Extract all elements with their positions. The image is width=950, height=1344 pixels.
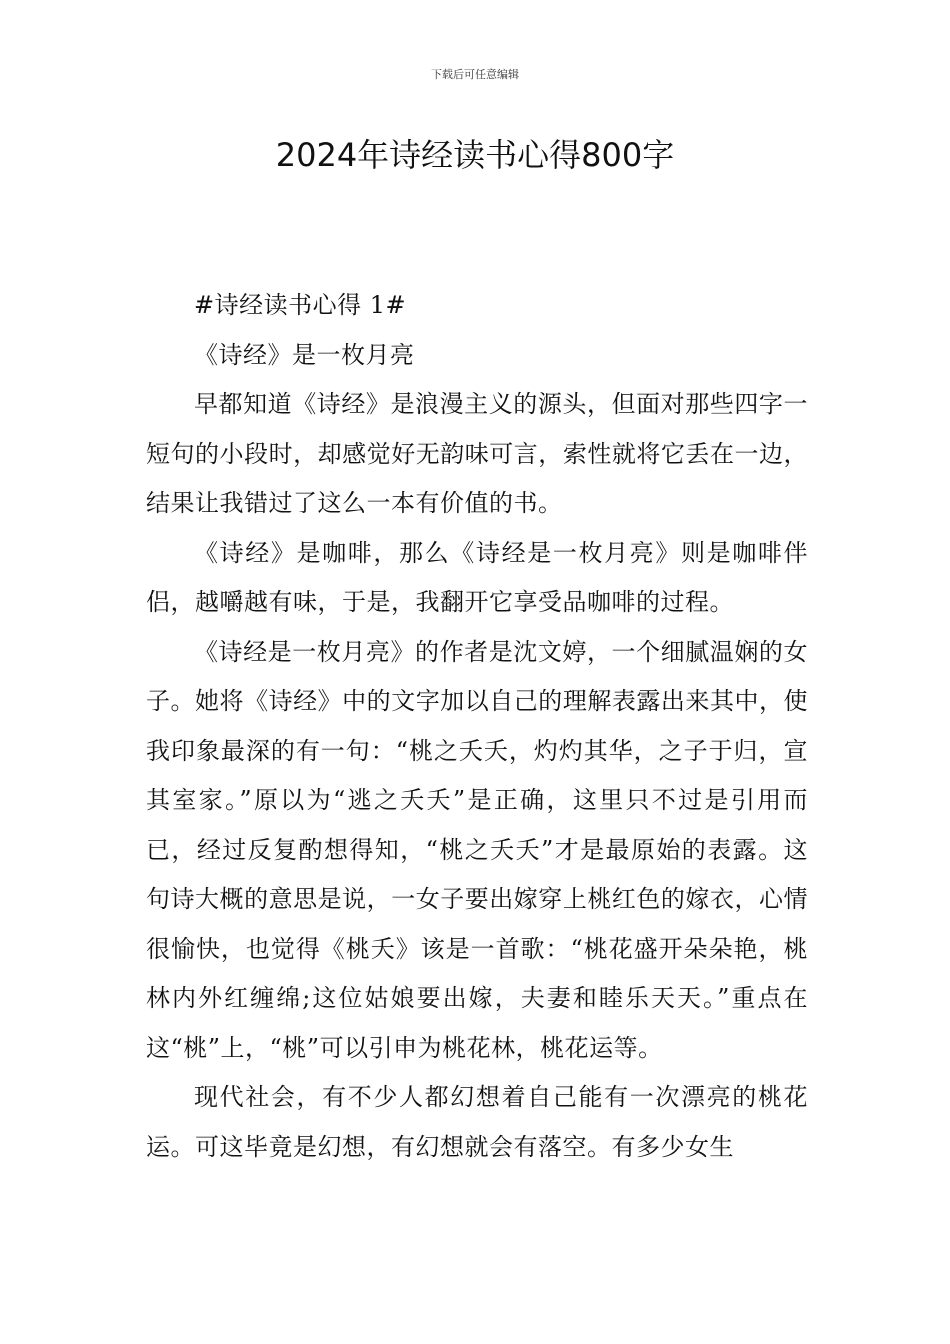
- section-heading: #诗经读书心得 1#: [194, 291, 407, 319]
- body-paragraph: 现代社会，有不少人都幻想着自己能有一次漂亮的桃花运。可这毕竟是幻想，有幻想就会有落空。有多少女生: [146, 1083, 808, 1161]
- header-note: 下载后可任意编辑: [431, 68, 519, 81]
- document-body: [146, 281, 808, 1172]
- body-paragraph: 《诗经是一枚月亮》的作者是沈文婷，一个细腻温娴的女子。她将《诗经》中的文字加以自己的理解表露出来其中，使我印象最深的有一句：“桃之夭夭，灼灼其华，之子于归，宣其室家。”原以为“逃之夭夭”是正确，这里只不过是引用而已，经过反复酌想得知，“桃之夭夭”才是最原始的表露。这句诗大概的意思是说，一女子要出嫁穿上桃红色的嫁衣，心情很愉快，也觉得《桃夭》该是一首歌：“桃花盛开朵朵艳，桃林内外红缠绵;这位姑娘要出嫁，夫妻和睦乐天天。”重点在这“桃”上，“桃”可以引申为桃花林，桃花运等。: [146, 637, 808, 1062]
- document-title: 2024年诗经读书心得800字: [275, 136, 675, 174]
- body-paragraph: 早都知道《诗经》是浪漫主义的源头，但面对那些四字一短句的小段时，却感觉好无韵味可言，索性就将它丢在一边，结果让我错过了这么一本有价值的书。: [146, 390, 808, 517]
- body-paragraph: 《诗经》是咖啡，那么《诗经是一枚月亮》则是咖啡伴侣，越嚼越有味，于是，我翻开它享受品咖啡的过程。: [146, 538, 808, 616]
- section-subtitle: 《诗经》是一枚月亮: [194, 340, 415, 369]
